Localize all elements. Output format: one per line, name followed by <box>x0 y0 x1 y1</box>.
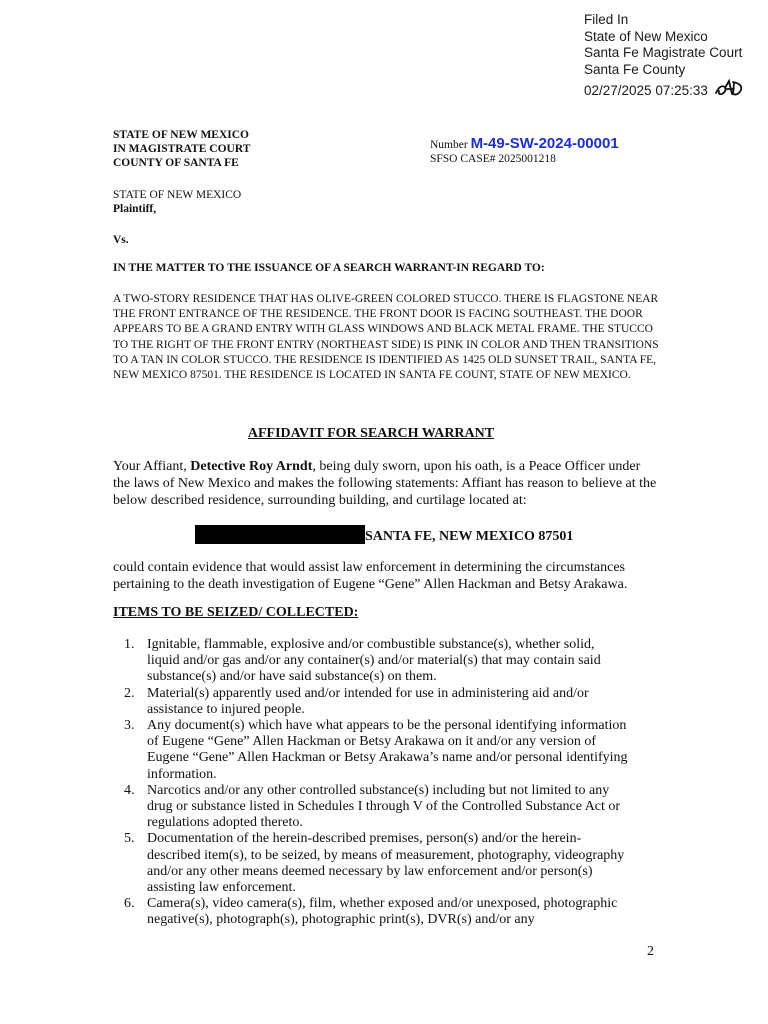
item-text: Ignitable, flammable, explosive and/or combustible substance(s), whether solid, liquid and/or gas and/or any container(s) and/or material(s) that may contain said substance(s) and/or have said substance(s) on them. <box>147 637 601 685</box>
affiant-paragraph <box>113 458 658 509</box>
court-line: STATE OF NEW MEXICO <box>113 129 249 141</box>
case-number: M-49-SW-2024-00001 <box>470 135 619 152</box>
court-caption <box>113 128 250 170</box>
stamp-line: Filed In <box>584 12 629 27</box>
residence-description: A TWO-STORY RESIDENCE THAT HAS OLIVE-GREEN COLORED STUCCO. THERE IS FLAGSTONE NEAR THE FRONT ENTRANCE OF THE RESIDENCE. THE FRONT DOOR IS FACING SOUTHEAST. THE DOOR APPEARS TO BE A GRAND ENTRY WITH GLASS WINDOWS AND BLACK METAL FRAME. THE STUCCO TO THE RIGHT OF THE FRONT ENTRY (NORTHEAST SIDE) IS PINK IN COLOR AND THEN TRANSITIONS TO A TAN IN COLOR STUCCO. THE RESIDENCE IS IDENTIFIED AS 1425 OLD SUNSET TRAIL, SANTA FE, NEW MEXICO 87501. THE RESIDENCE IS LOCATED IN SANTA FE COUNT, STATE OF NEW MEXICO. <box>113 293 659 382</box>
court-line: IN MAGISTRATE COURT <box>113 143 251 155</box>
affiant-statement: , being duly sworn, upon his oath, is a Peace Officer under the laws of New Mexico and makes the following statements: Affiant has reason to believe at the below described residence, surrounding building, and curtilage located at: <box>113 459 657 508</box>
affiant-intro: Your Affiant, <box>113 459 191 474</box>
number-label: Number <box>430 139 468 151</box>
list-item <box>124 686 629 718</box>
item-number: 1. <box>124 637 135 652</box>
list-item <box>124 718 629 783</box>
item-number: 3. <box>124 718 135 734</box>
item-number: 4. <box>124 782 135 798</box>
signature-initials-icon <box>714 78 744 98</box>
evidence-paragraph: could contain evidence that would assist law enforcement in determining the circumstances pertaining to the death investigation of Eugene “Gene” Allen Hackman and Betsy Arakawa. <box>113 560 628 592</box>
affidavit-title: AFFIDAVIT FOR SEARCH WARRANT <box>247 426 495 441</box>
stamp-line: Santa Fe Magistrate Court <box>584 45 743 60</box>
list-item <box>124 783 629 832</box>
plaintiff-block <box>113 188 241 216</box>
item-number: 2. <box>124 685 135 701</box>
item-text: Narcotics and/or any other controlled substance(s) including but not limited to any drug or substance listed in Schedules I through V of the Controlled Substance Act or regulations adopted thereto. <box>147 782 621 831</box>
signature-initials <box>714 78 744 103</box>
sfso-case-number: SFSO CASE# 2025001218 <box>430 153 556 165</box>
item-number: 5. <box>124 831 135 847</box>
list-item <box>124 637 629 686</box>
items-list <box>124 637 629 929</box>
court-line: COUNTY OF SANTA FE <box>113 157 239 169</box>
items-heading: ITEMS TO BE SEIZED/ COLLECTED: <box>113 605 359 620</box>
item-number: 6. <box>124 896 135 912</box>
page-number: 2 <box>647 944 654 959</box>
item-text: Documentation of the herein-described premises, person(s) and/or the herein-described item(s), to be seized, by means of measurement, photography, videography and/or any other means deemed necessary by law enforcement and/or person(s) assisting law enforcement. <box>147 831 625 896</box>
list-item <box>124 896 629 928</box>
filing-stamp <box>584 12 744 103</box>
list-item <box>124 831 629 896</box>
stamp-line: Santa Fe County <box>584 61 686 77</box>
redaction-bar <box>195 525 365 544</box>
case-number-line <box>430 137 619 152</box>
item-text: Camera(s), video camera(s), film, whether exposed and/or unexposed, photographic negative(s), photograph(s), photographic print(s), DVR(s) and/or any <box>147 896 618 928</box>
stamp-datetime: 02/27/2025 07:25:33 <box>584 83 708 98</box>
item-text: Material(s) apparently used and/or intended for use in administering aid and/or assistance to injured people. <box>147 685 589 717</box>
affiant-name: Detective Roy Arndt <box>190 459 313 474</box>
address-line <box>195 525 573 545</box>
plaintiff-label: Plaintiff, <box>113 203 157 215</box>
stamp-datetime-line <box>584 78 744 103</box>
address-visible: SANTA FE, NEW MEXICO 87501 <box>365 529 574 544</box>
item-text: Any document(s) which have what appears to be the personal identifying information of Eugene “Gene” Allen Hackman or Betsy Arakawa on it and/or any version of Eugene “Gene” Allen Hackman or Betsy Arakawa’s name and/or personal identifying information. <box>147 718 628 782</box>
plaintiff-state: STATE OF NEW MEXICO <box>113 189 242 201</box>
case-number-block <box>430 135 619 166</box>
versus: Vs. <box>113 234 129 246</box>
matter-heading: IN THE MATTER TO THE ISSUANCE OF A SEARCH WARRANT-IN REGARD TO: <box>113 262 545 274</box>
stamp-line: State of New Mexico <box>584 28 708 44</box>
